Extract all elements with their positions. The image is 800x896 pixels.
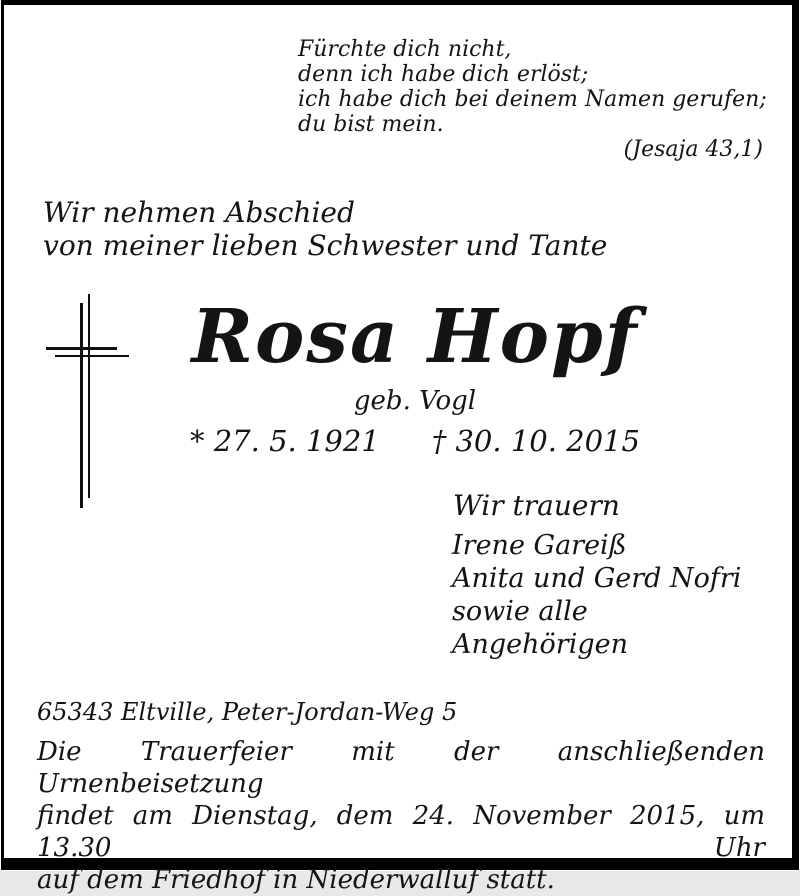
deceased-name: Rosa Hopf — [191, 294, 639, 380]
funeral-line: findet am Dienstag, dem 24. November 2015, um 13.30 Uhr — [37, 801, 765, 863]
cross-horizontal-thin-line — [55, 355, 129, 357]
quote-line: ich habe dich bei deinem Namen gerufen; — [298, 87, 767, 112]
scripture-quote — [298, 37, 767, 137]
quote-line: denn ich habe dich erlöst; — [298, 62, 589, 87]
mourner-name: Irene Gareiß — [452, 530, 627, 561]
cross-horizontal-thick-line — [46, 347, 117, 350]
quote-attribution: (Jesaja 43,1) — [623, 137, 763, 162]
intro-line: von meiner lieben Schwester und Tante — [43, 229, 608, 262]
funeral-line: auf dem Friedhof in Niederwalluf statt. — [37, 865, 555, 895]
intro-line: Wir nehmen Abschied — [43, 196, 355, 229]
cross-vertical-thick-line — [80, 303, 83, 508]
address-line: 65343 Eltville, Peter-Jordan-Weg 5 — [37, 698, 458, 726]
funeral-line: Die Trauerfeier mit der anschließenden Urnenbeisetzung — [37, 737, 765, 799]
mourner-name: Angehörigen — [452, 629, 628, 660]
mourning-heading: Wir trauern — [453, 489, 620, 522]
deceased-maiden-name: geb. Vogl — [353, 386, 477, 416]
mourners-list — [452, 529, 741, 661]
mourner-name: sowie alle — [452, 596, 588, 627]
funeral-details — [37, 736, 765, 896]
death-date: † 30. 10. 2015 — [431, 424, 640, 458]
cross-vertical-thin-line — [88, 294, 90, 498]
quote-line: Fürchte dich nicht, — [298, 37, 512, 62]
farewell-intro — [43, 196, 607, 262]
quote-line: du bist mein. — [298, 112, 444, 137]
life-dates — [150, 424, 680, 458]
birth-date: * 27. 5. 1921 — [190, 424, 380, 458]
mourner-name: Anita und Gerd Nofri — [452, 563, 742, 594]
